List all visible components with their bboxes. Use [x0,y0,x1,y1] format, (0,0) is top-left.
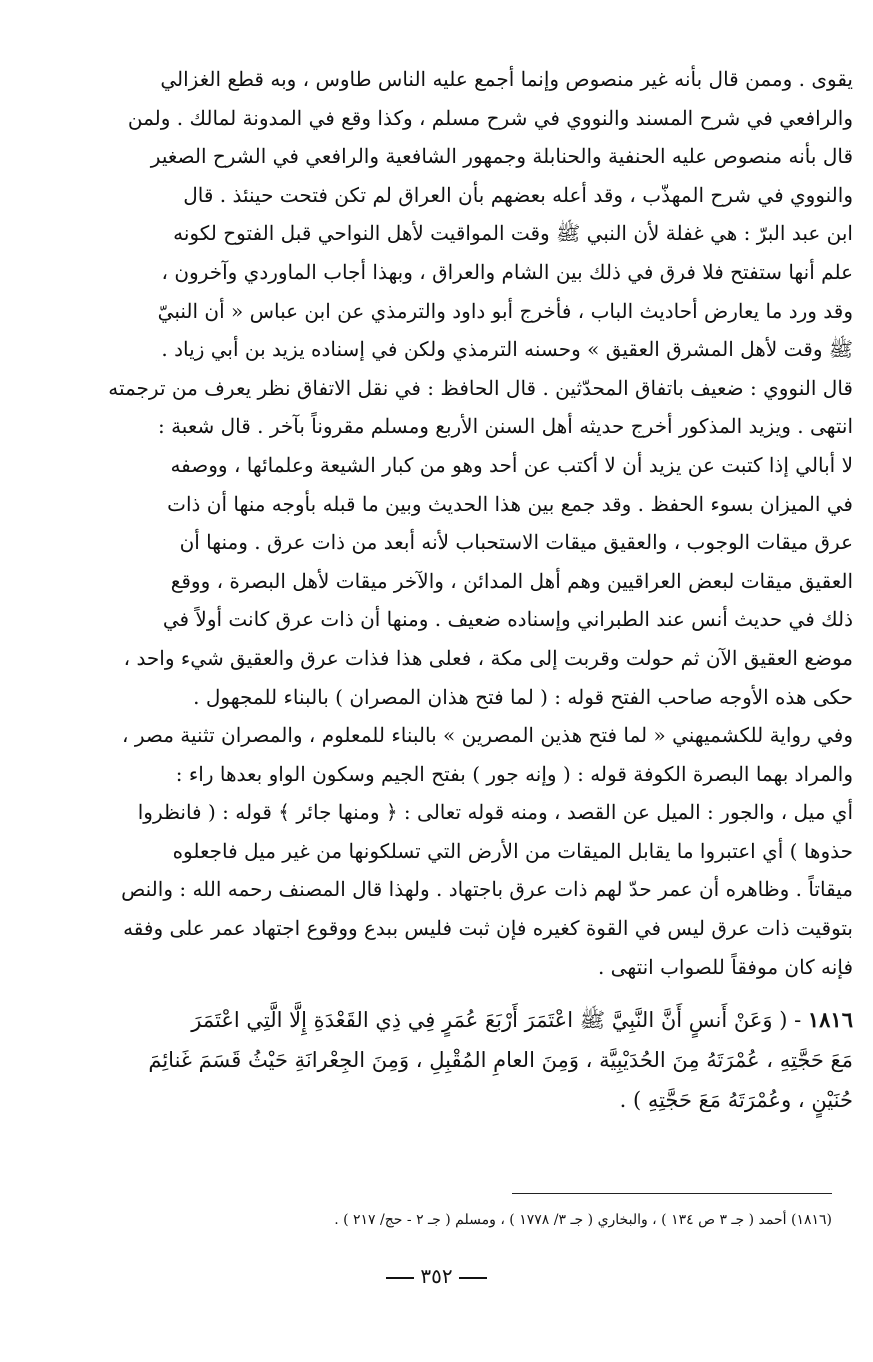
text-line: علم أنها ستفتح فلا فرق في ذلك بين الشام والعراق ، وبهذا أجاب الماوردي وآخرون ، [161,259,853,284]
text-line: ذلك في حديث أنس عند الطبراني وإسناده ضعيف . ومنها أن ذات عرق كانت أولاً في [162,607,853,632]
footnote-separator [512,1193,832,1194]
text-line: والرافعي في شرح المسند والنووي في شرح مسلم ، وكذا وقع في المدونة لمالك . ولمن [127,105,853,130]
dash-left [386,1277,414,1279]
text-line: والمراد بهما البصرة الكوفة قوله : ( وإنه جور ) بفتح الجيم وسكون الواو بعدها راء : [175,761,853,786]
page-body [20,60,853,1120]
text-line: والنووي في شرح المهذّب ، وقد أعله بعضهم بأن العراق لم تكن فتحت حينئذ . قال [183,182,853,207]
hadith-line [20,1000,853,1040]
text-line: موضع العقيق الآن ثم حولت وقربت إلى مكة ، فعلى هذا فذات عرق والعقيق شيء واحد ، [123,645,853,670]
hadith-number: ١٨١٦ [807,1007,853,1033]
text-line: قال بأنه منصوص عليه الحنفية والحنابلة وجمهور الشافعية والرافعي في الشرح الصغير [150,144,853,169]
hadith-block [20,1000,853,1120]
text-line: عرق ميقات الوجوب ، والعقيق ميقات الاستحباب لأنه أبعد من ذات عرق . ومنها أن [179,530,853,555]
text-line: أي ميل ، والجور : الميل عن القصد ، ومنه قوله تعالى : ﴿ ومنها جائر ﴾ قوله : ( فانظروا [137,800,853,825]
text-line: ميقاتاً . وظاهره أن عمر حدّ لهم ذات عرق باجتهاد . ولهذا قال المصنف رحمه الله : والنص [121,877,853,902]
hadith-line: مَعَ حَجَّتِهِ ، عُمْرَتَهُ مِنَ الحُدَيْبِيَّة ، وَمِنَ العامِ المُقْبِلِ ، وَمِنَ الجِعْرانَةِ حَيْثُ قَسَمَ غَنائِمَ [148,1048,853,1073]
text-line: وقد ورد ما يعارض أحاديث الباب ، فأخرج أبو داود والترمذي عن ابن عباس « أن النبيّ [157,298,853,323]
text-line: حذوها ) أي اعتبروا ما يقابل الميقات من الأرض التي تسلكونها من غير ميل فاجعلوه [172,838,853,863]
hadith-line: حُنَيْنٍ ، وعُمْرَتَهُ مَعَ حَجَّتِهِ ) . [619,1088,853,1113]
text-line: فإنه كان موفقاً للصواب انتهى . [597,954,853,979]
text-line: ﷺ وقت لأهل المشرق العقيق » وحسنه الترمذي ولكن في إسناده يزيد بن أبي زياد . [161,337,853,362]
text-line: العقيق ميقات لبعض العراقيين وهم أهل المدائن ، والآخر ميقات لأهل البصرة ، ووقع [170,568,853,593]
text-line: حكى هذه الأوجه صاحب الفتح قوله : ( لما فتح هذان المصران ) بالبناء للمجهول . [193,684,853,709]
text-line: بتوقيت ذات عرق ليس في القوة كغيره فإن ثبت فليس ببدع ووقوع اجتهاد عمر على وفقه [123,916,853,941]
page-number: ٣٥٢ [420,1264,453,1288]
commentary-text [20,60,853,986]
text-line: ابن عبد البرّ : هي غفلة لأن النبي ﷺ وقت المواقيت لأهل النواحي قبل الفتوح لكونه [173,221,853,246]
dash-right [459,1277,487,1279]
text-line: يقوى . وممن قال بأنه غير منصوص وإنما أجمع عليه الناس طاوس ، وبه قطع الغزالي [160,67,853,91]
footnote: (١٨١٦) أحمد ( جـ ٣ ص ١٣٤ ) ، والبخاري ( جـ ٣/ ١٧٧٨ ) ، ومسلم ( جـ ٢ - حج/ ٢١٧ ) . [334,1212,832,1228]
text-line: وفي رواية للكشميهني « لما فتح هذين المصرين » بالبناء للمعلوم ، والمصران تثنية مصر ، [122,723,853,748]
text-line: في الميزان بسوء الحفظ . وقد جمع بين هذا الحديث وبين ما قبله بأوجه منها أن ذات [167,491,853,516]
page-number-area [0,1262,873,1290]
text-line: انتهى . ويزيد المذكور أخرج حديثه أهل السنن الأربع ومسلم مقروناً بآخر . قال شعبة : [157,414,853,439]
text-line: لا أبالي إذا كتبت عن يزيد أن لا أكتب عن أحد وهو من كبار الشيعة وعلمائها ، ووصفه [170,452,853,477]
text-line: قال النووي : ضعيف باتفاق المحدّثين . قال الحافظ : في نقل الاتفاق نظر يعرف من ترجمته [108,375,853,400]
hadith-text: - ( وَعَنْ أَنسٍ أَنَّ النَّبِيَّ ﷺ اعْتَمَرَ أَرْبَعَ عُمَرٍ فِي ذِي القَعْدَةِ إِلَّا الَّتِي اعْتَمَرَ [191,1008,808,1033]
